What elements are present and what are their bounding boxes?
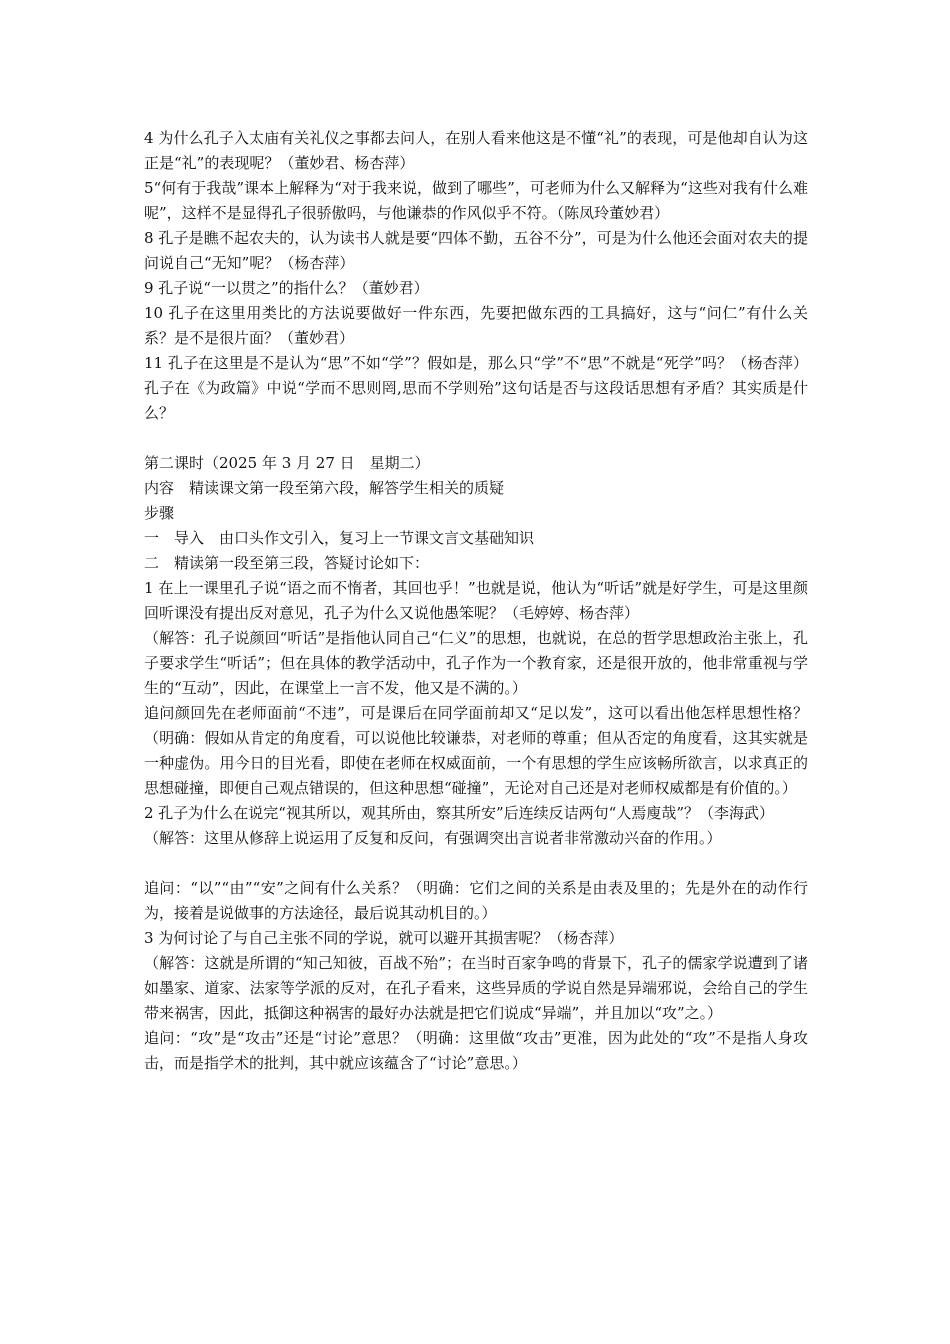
question-10: 10 孔子在这里用类比的方法说要做好一件东西，先要把做东西的工具搞好，这与“问仁”有什么关系？是不是很片面？（董妙君）	[144, 304, 808, 347]
question-9: 9 孔子说“一以贯之”的指什么？（董妙君）	[144, 279, 429, 297]
lesson2-answer-3: （解答：这就是所谓的“知己知彼，百战不殆”；在当时百家争鸣的背景下，孔子的儒家学说遭到了诸如墨家、道家、法家等学派的反对，在孔子看来，这些异质的学说自然是异端邪说，会给自己的学生带来祸害，因此，抵御这种祸害的最好办法就是把它们说成“异端”，并且加以“攻”之。）	[144, 954, 808, 1022]
lesson2-question-2: 2 孔子为什么在说完“视其所以，观其所由，察其所安”后连续反诘两句“人焉廋哉”？（李海武）	[144, 804, 774, 822]
blank-line	[144, 851, 808, 876]
lesson2-content: 内容 精读课文第一段至第六段，解答学生相关的质疑	[144, 479, 505, 497]
lesson2-step2: 二 精读第一段至第三段，答疑讨论如下：	[144, 554, 430, 572]
lesson2-answer-2: （解答：这里从修辞上说运用了反复和反问，有强调突出言说者非常激动兴奋的作用。）	[144, 829, 722, 847]
question-8: 8 孔子是瞧不起农夫的，认为读书人就是要“四体不勤，五谷不分”，可是为什么他还会面对农夫的提问说自己“无知”呢？（杨杏萍）	[144, 229, 808, 272]
lesson2-followup-1: 追问颜回先在老师面前“不违”，可是课后在同学面前却又“足以发”，这可以看出他怎样思想性格？（明确：假如从肯定的角度看，可以说他比较谦恭，对老师的尊重；但从否定的角度看，这其实就是一种虚伪。用今日的目光看，即使在老师在权威面前，一个有思想的学生应该畅所欲言，以求真正的思想碰撞，即便自己观点错误的，但这种思想“碰撞”，无论对自己还是对老师权威都是有价值的。）	[144, 704, 808, 797]
question-4: 4 为什么孔子入太庙有关礼仪之事都去问人，在别人看来他这是不懂“礼”的表现，可是他却自认为这正是“礼”的表现呢？（董妙君、杨杏萍）	[144, 129, 808, 172]
lesson2-steps-label: 步骤	[144, 504, 175, 522]
lesson2-followup-2: 追问：“以”“由”“安”之间有什么关系？（明确：它们之间的关系是由表及里的；先是外在的动作行为，接着是说做事的方法途径，最后说其动机目的。）	[144, 879, 808, 922]
lesson2-answer-1: （解答：孔子说颜回“听话”是指他认同自己“仁义”的思想，也就说，在总的哲学思想政治主张上，孔子要求学生“听话”；但在具体的教学活动中，孔子作为一个教育家，还是很开放的，他非常重视与学生的“互动”，因此，在课堂上一言不发，他又是不满的。）	[144, 629, 808, 697]
lesson2-step1: 一 导入 由口头作文引入，复习上一节课文言文基础知识	[144, 529, 535, 547]
lesson2-question-1: 1 在上一课里孔子说“语之而不惰者，其回也乎！”也就是说，他认为“听话”就是好学生，可是这里颜回听课没有提出反对意见，孔子为什么又说他愚笨呢？（毛婷婷、杨杏萍）	[144, 579, 808, 622]
blank-line	[144, 426, 808, 451]
document-page	[144, 126, 808, 1076]
question-5: 5“何有于我哉”课本上解释为“对于我来说，做到了哪些”，可老师为什么又解释为“这些对我有什么难呢”，这样不是显得孔子很骄傲吗，与他谦恭的作风似乎不符。（陈凤玲董妙君）	[144, 179, 808, 222]
question-11: 11 孔子在这里是不是认为“思”不如“学”？假如是，那么只“学”不“思”不就是“死学”吗？（杨杏萍）孔子在《为政篇》中说“学而不思则罔,思而不学则殆”这句话是否与这段话思想有矛盾？其实质是什么？	[144, 354, 808, 422]
lesson2-question-3: 3 为何讨论了与自己主张不同的学说，就可以避开其损害呢？（杨杏萍）	[144, 929, 624, 947]
lesson2-title: 第二课时（2025 年 3 月 27 日 星期二）	[144, 454, 430, 472]
lesson2-followup-3: 追问：“攻”是“攻击”还是“讨论”意思？（明确：这里做“攻击”更准，因为此处的“攻”不是指人身攻击，而是指学术的批判，其中就应该蕴含了“讨论”意思。）	[144, 1029, 808, 1072]
